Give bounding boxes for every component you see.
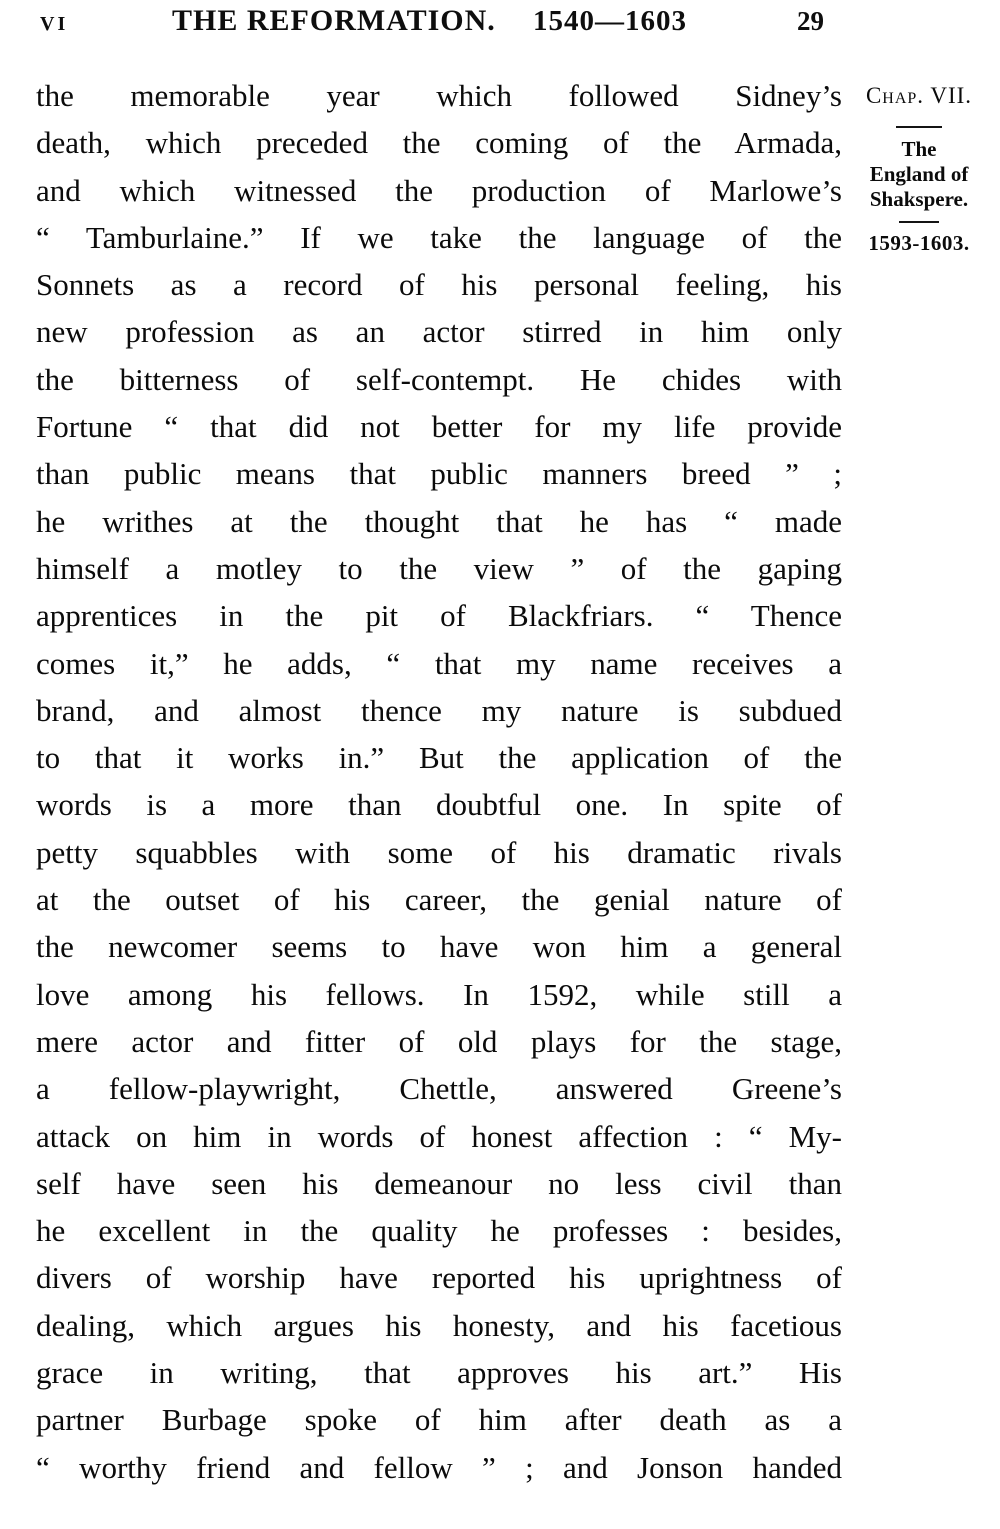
- margin-note-line: Shakspere.: [869, 187, 969, 211]
- text-line: apprentices in the pit of Blackfriars. “ Thence: [36, 598, 842, 634]
- text-line: grace in writing, that approves his art.” His: [36, 1355, 842, 1391]
- margin-note-line: England of: [869, 162, 969, 186]
- margin-rule: [896, 126, 942, 128]
- text-line: divers of worship have reported his uprightness of: [36, 1260, 842, 1296]
- margin-note-dates: 1593-1603.: [868, 231, 970, 255]
- text-line: partner Burbage spoke of him after death as a: [36, 1402, 842, 1438]
- text-line: attack on him in words of honest affection : “ My-: [36, 1118, 842, 1154]
- running-title: THE REFORMATION.: [172, 4, 496, 37]
- margin-note-line: The: [901, 137, 937, 161]
- margin-rule: [899, 221, 939, 223]
- page-header: [0, 0, 1000, 56]
- text-line: the bitterness of self-contempt. He chides with: [36, 361, 842, 397]
- text-line: comes it,” he adds, “ that my name receives a: [36, 645, 842, 681]
- margin-note: [846, 84, 992, 256]
- text-line: the newcomer seems to have won him a general: [36, 929, 842, 965]
- text-line: “ worthy friend and fellow ” ; and Jonson handed: [36, 1449, 842, 1485]
- text-line: the memorable year which followed Sidney’s: [36, 78, 842, 113]
- text-line: petty squabbles with some of his dramatic rivals: [36, 834, 842, 870]
- text-line: Fortune “ that did not better for my life provide: [36, 409, 842, 445]
- margin-note-title: [846, 137, 992, 212]
- text-line: a fellow-playwright, Chettle, answered Greene’s: [36, 1071, 842, 1107]
- text-line: death, which preceded the coming of the Armada,: [36, 125, 842, 161]
- page-body: [36, 72, 842, 1491]
- chapter-label: Chap. VII.: [865, 83, 973, 108]
- text-line: words is a more than doubtful one. In spite of: [36, 787, 842, 823]
- text-line: brand, and almost thence my nature is subdued: [36, 692, 842, 728]
- text-line: to that it works in.” But the application of the: [36, 740, 842, 776]
- text-line: self have seen his demeanour no less civil than: [36, 1165, 842, 1201]
- text-line: Sonnets as a record of his personal feeling, his: [36, 267, 842, 303]
- page-number: 29: [797, 6, 824, 36]
- text-line: love among his fellows. In 1592, while still a: [36, 976, 842, 1012]
- text-line: new profession as an actor stirred in him only: [36, 314, 842, 350]
- text-line: himself a motley to the view ” of the gaping: [36, 550, 842, 586]
- chapter-signature: VI: [40, 13, 69, 35]
- text-line: dealing, which argues his honesty, and his facetious: [36, 1307, 842, 1343]
- text-line: he writhes at the thought that he has “ made: [36, 503, 842, 539]
- text-line: and which witnessed the production of Marlowe’s: [36, 172, 842, 208]
- header-date-range: 1540—1603: [533, 5, 687, 37]
- text-line: at the outset of his career, the genial nature of: [36, 882, 842, 918]
- text-line: “ Tamburlaine.” If we take the language of the: [36, 219, 842, 255]
- text-line: he excellent in the quality he professes : besides,: [36, 1213, 842, 1249]
- text-line: mere actor and fitter of old plays for the stage,: [36, 1023, 842, 1059]
- text-line: than public means that public manners breed ” ;: [36, 456, 842, 492]
